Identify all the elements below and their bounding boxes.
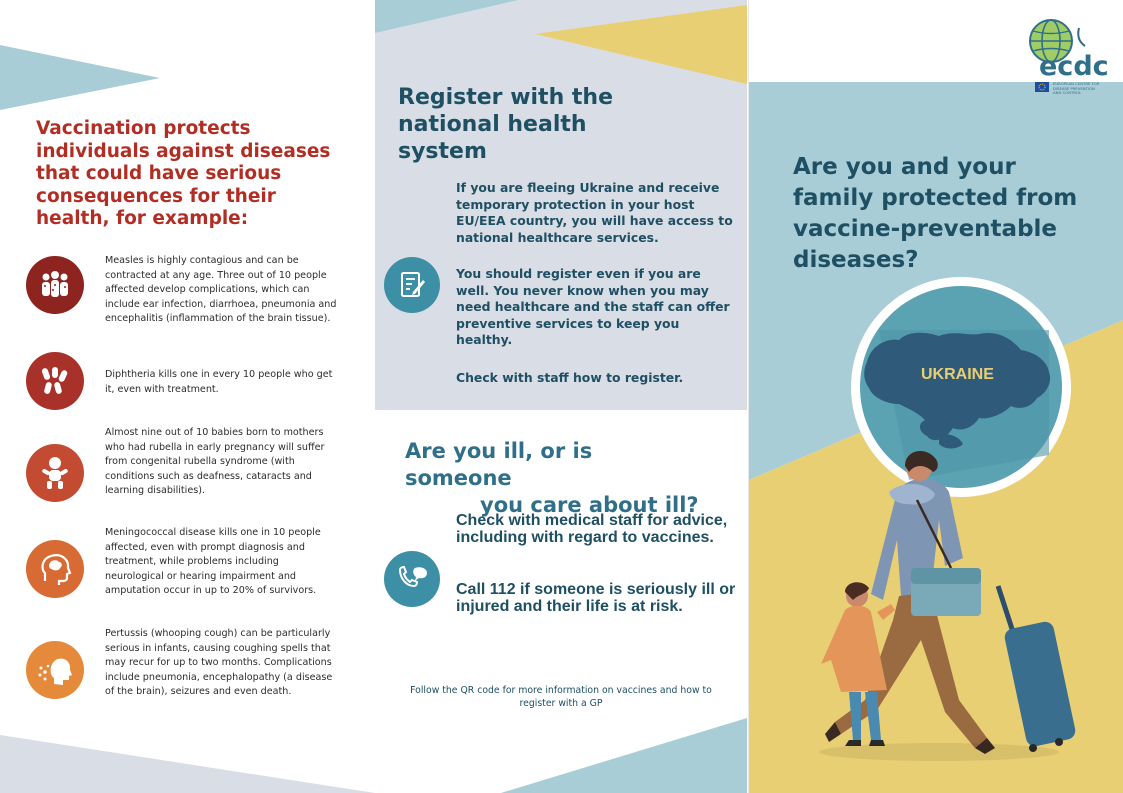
baby-icon	[26, 444, 84, 502]
register-paragraph-2: You should register even if you are well. You never know when you may need healthcare and the staff can offer preventive services to keep you healthy.	[456, 266, 730, 347]
disease-text: Almost nine out of 10 babies born to mothers who had rubella in early pregnancy will suffer from congenital rubella syndrome (with conditions such as deafness, cataracts and learning disabilities).	[105, 427, 325, 497]
left-heading: Vaccination protects individuals against diseases that could have serious consequences for their health, for example:	[36, 118, 331, 229]
disease-text: Diphtheria kills one in every 10 people who get it, even with treatment.	[105, 369, 333, 395]
ill-paragraph-2: Call 112 if someone is seriously ill or injured and their life is at risk.	[456, 581, 736, 615]
ecdc-logo-subtext-2: DISEASE PREVENTION	[1053, 85, 1095, 91]
disease-text: Meningococcal disease kills one in 10 people affected, even with prompt diagnosis and treatment, while problems including neurological or hearing impairment and amputation occur in up to 20% of survivors.	[105, 527, 321, 597]
ill-title-line-2: you care about ill?	[480, 493, 699, 517]
register-paragraph-1: If you are fleeing Ukraine and receive temporary protection in your host EU/EEA country, you will have access to national healthcare services.	[456, 180, 733, 245]
ill-paragraph-1: Check with medical staff for advice, including with regard to vaccines.	[456, 512, 728, 546]
ecdc-logo-text: ecdc	[1039, 51, 1109, 82]
map-label-ukraine: UKRAINE	[921, 366, 994, 383]
phone-chat-icon	[384, 551, 440, 607]
register-paragraph-3: Check with staff how to register.	[456, 370, 684, 385]
form-document-icon	[384, 257, 440, 313]
crowd-icon	[26, 256, 84, 314]
left-panel	[0, 0, 375, 793]
ecdc-logo-subtext-3: AND CONTROL	[1053, 90, 1082, 95]
ill-title	[405, 438, 705, 519]
ecdc-logo-subtext-1: EUROPEAN CENTRE FOR	[1053, 81, 1100, 86]
coughing-head-icon	[26, 641, 84, 699]
disease-text: Measles is highly contagious and can be contracted at any age. Three out of 10 people affected develop complications, which can include ear infection, diarrhoea, pneumonia and encephalitis (inflammation of the brain tissue).	[105, 255, 337, 325]
qr-code-note: Follow the QR code for more information on vaccines and how to register with a GP	[410, 685, 712, 709]
disease-text: Pertussis (whooping cough) can be particularly serious in infants, causing coughing spells that may recur for up to two months. Complications include pneumonia, encephalopathy (a disease of the brain), seizures and even death.	[105, 628, 333, 698]
ill-title-line-1: Are you ill, or is someone	[405, 439, 593, 490]
right-panel	[748, 0, 1123, 793]
bacteria-icon	[26, 352, 84, 410]
head-brain-icon	[26, 540, 84, 598]
middle-panel	[375, 0, 747, 793]
main-title: Are you and your family protected from vaccine-preventable diseases?	[793, 154, 1078, 273]
register-title: Register with the national health system	[398, 85, 613, 164]
family-illustration	[749, 0, 1123, 793]
